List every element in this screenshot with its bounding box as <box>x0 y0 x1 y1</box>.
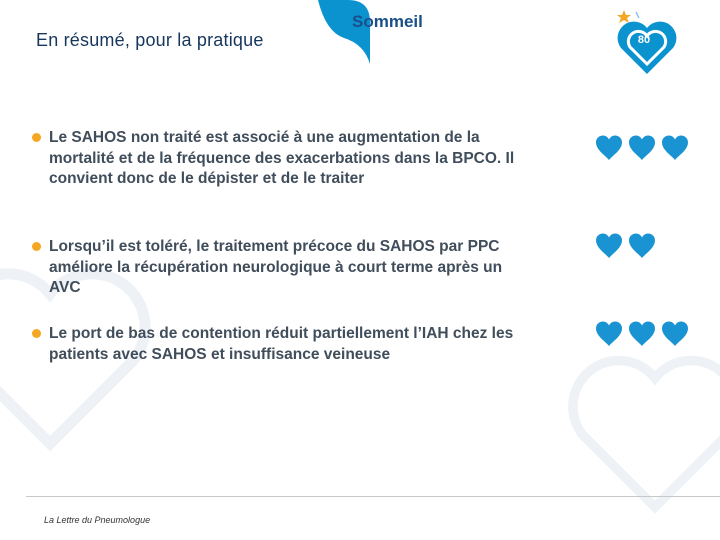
heart-icon <box>627 232 657 259</box>
heart-icon <box>660 134 690 161</box>
footer-source: La Lettre du Pneumologue <box>44 515 151 525</box>
list-item-text: Lorsqu’il est toléré, le traitement précoce du SAHOS par PPC améliore la récupération neurologique à court terme après un AVC <box>49 238 503 296</box>
heart-icon <box>627 134 657 161</box>
bullet-icon <box>32 242 41 251</box>
bullet-icon <box>32 133 41 142</box>
list-item <box>32 237 532 299</box>
star-icon <box>617 10 631 23</box>
evidence-rating <box>594 232 657 259</box>
bullet-icon <box>32 329 41 338</box>
heart-icon <box>594 134 624 161</box>
list-item-text: Le SAHOS non traité est associé à une augmentation de la mortalité et de la fréquence des exacerbations dans la BPCO. Il convient donc de le dépister et de le traiter <box>49 129 515 187</box>
list-item <box>32 128 532 190</box>
section-tab-shape <box>318 0 374 64</box>
footer-divider <box>26 496 720 497</box>
list-item-text: Le port de bas de contention réduit partiellement l’IAH chez les patients avec SAHOS et insuffisance veineuse <box>49 325 514 363</box>
heart-icon <box>594 320 624 347</box>
badge-number: 80 <box>637 34 651 46</box>
heart-icon <box>594 232 624 259</box>
page-title: En résumé, pour la pratique <box>36 30 264 50</box>
evidence-rating <box>594 320 690 347</box>
evidence-rating <box>594 134 690 161</box>
background-heart-right <box>560 340 720 530</box>
list-item <box>32 324 532 365</box>
section-tab-label: Sommeil <box>352 12 423 31</box>
heart-icon <box>627 320 657 347</box>
heart-icon <box>660 320 690 347</box>
